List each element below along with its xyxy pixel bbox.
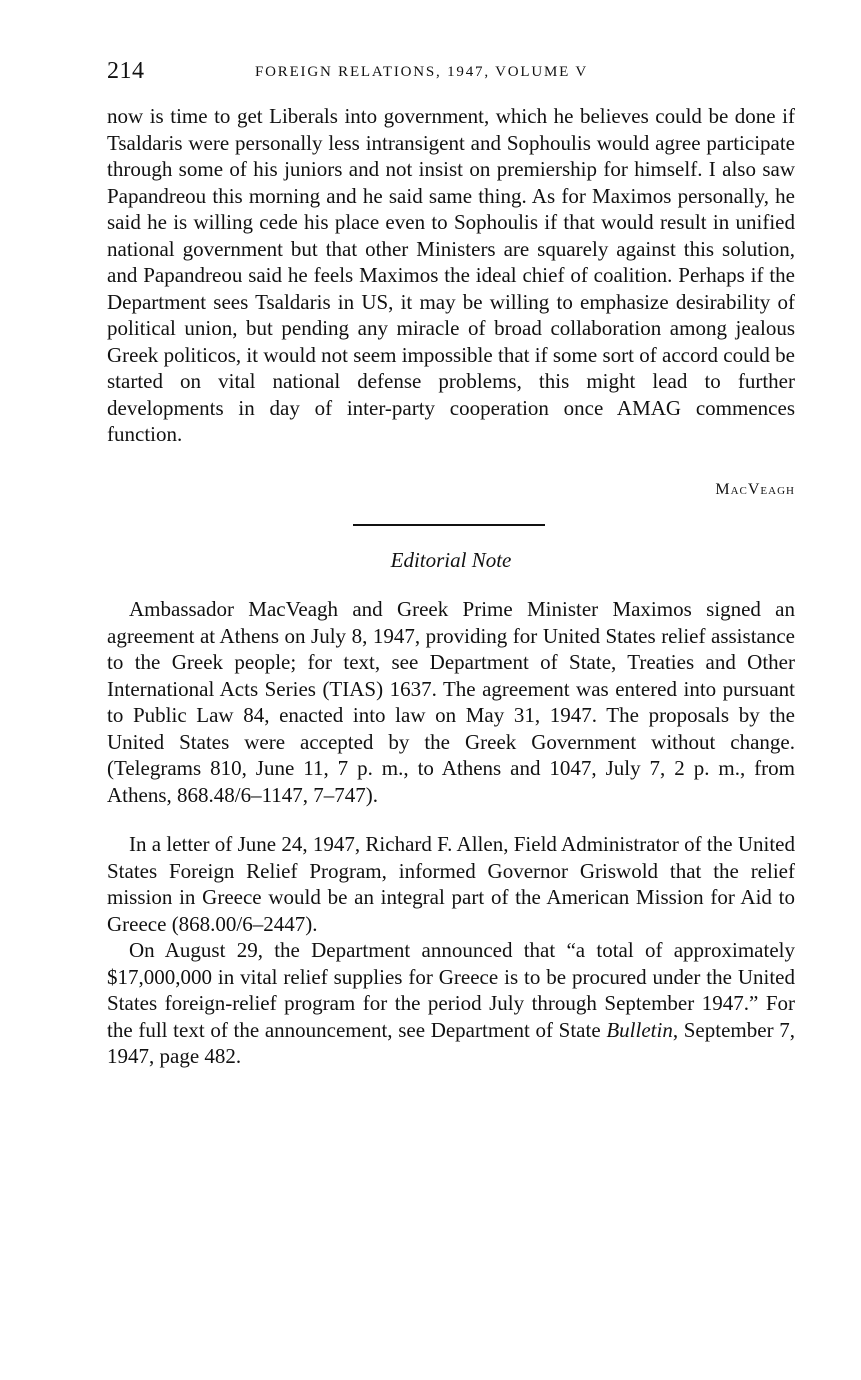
section-divider <box>353 524 545 526</box>
bulletin-title: Bulletin <box>606 1017 673 1042</box>
paragraph-3-text-start: On August 29, the Department announced that “a total of approximately $17,000,000 in vital relief supplies for Greece is to be procured under the United States foreign-relief program for the period July through September 1947.” For the full text of the announcement, see Department of State <box>107 938 795 1042</box>
running-title: FOREIGN RELATIONS, 1947, VOLUME V <box>255 64 589 80</box>
editorial-note-paragraph-3 <box>107 937 795 1070</box>
page-number: 214 <box>107 58 145 84</box>
editorial-note-paragraph-1: Ambassador MacVeagh and Greek Prime Minister Maximos signed an agreement at Athens on July 8, 1947, providing for United States relief assistance to the Greek people; for text, see Department of State, Treaties and Other International Acts Series (TIAS) 1637. The agreement was entered into pursuant to Public Law 84, enacted into law on May 31, 1947. The proposals by the United States were accepted by the Greek Government without change. (Telegrams 810, June 11, 7 p. m., to Athens and 1047, July 7, 2 p. m., from Athens, 868.48/6–1147, 7–747). <box>107 597 795 807</box>
editorial-note-paragraph-2: In a letter of June 24, 1947, Richard F. Allen, Field Administrator of the United States Foreign Relief Program, informed Governor Griswold that the relief mission in Greece would be an integral part of the American Mission for Aid to Greece (868.00/6–2447). <box>107 832 795 936</box>
telegram-signature: MacVeagh <box>715 481 795 498</box>
editorial-note-heading: Editorial Note <box>390 548 512 572</box>
running-header <box>107 58 795 90</box>
telegram-continued-paragraph: now is time to get Liberals into government, which he believes could be done if Tsaldaris were personally less intransigent and Sophoulis would agree participate through some of his juniors and not insist on premiership for himself. I also saw Papandreou this morning and he said same thing. As for Maximos personally, he said he is willing cede his place even to Sophoulis if that would result in unified national government but that other Ministers are squarely against this solution, and Papandreou said he feels Maximos the ideal chief of coalition. Perhaps if the Department sees Tsaldaris in US, it may be willing to emphasize desirability of political union, but pending any miracle of broad collaboration among jealous Greek politicos, it would not seem impossible that if some sort of accord could be started on vital national defense problems, this might lead to further developments in day of inter-party cooperation once AMAG commences function. <box>107 104 795 446</box>
paragraph-3-text-end: , September 7, 1947, page 482. <box>107 1017 795 1068</box>
